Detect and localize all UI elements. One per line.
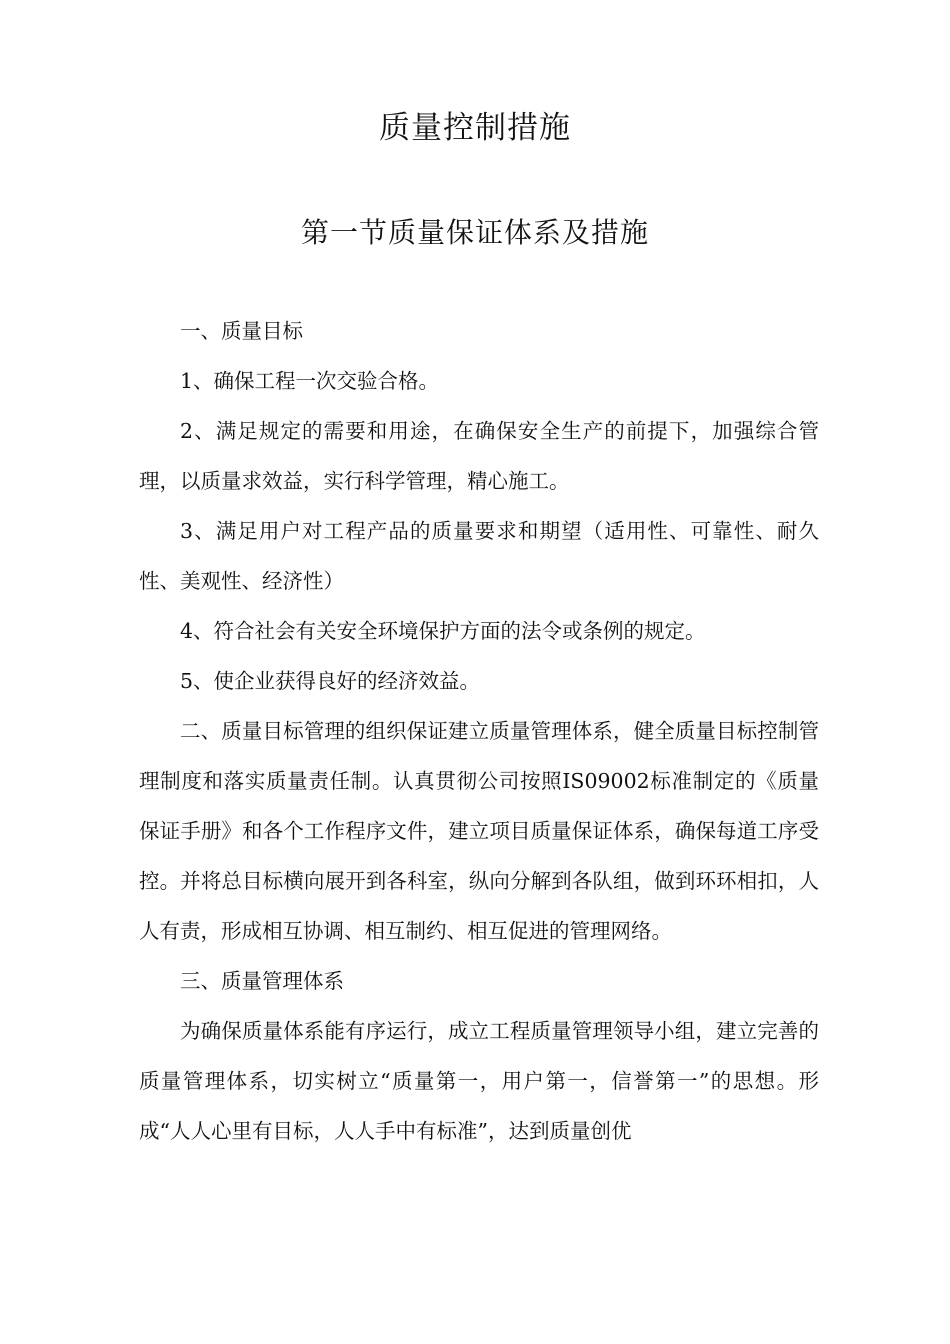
- paragraph-quality-system: 为确保质量体系能有序运行，成立工程质量管理领导小组，建立完善的质量管理体系，切实树立“质量第一，用户第一，信誉第一”的思想。形成“人人心里有目标，人人手中有标准”，达到质量创优: [139, 1019, 819, 1143]
- paragraph-goal-2: 2、满足规定的需要和用途，在确保安全生产的前提下，加强综合管理，以质量求效益，实行科学管理，精心施工。: [139, 419, 819, 493]
- paragraph-organization: 二、质量目标管理的组织保证建立质量管理体系，健全质量目标控制管理制度和落实质量责任制。认真贯彻公司按照IS09002标准制定的《质量保证手册》和各个工作程序文件，建立项目质量保证体系，确保每道工序受控。并将总目标横向展开到各科室，纵向分解到各队组，做到环环相扣，人人有责，形成相互协调、相互制约、相互促进的管理网络。: [139, 719, 819, 943]
- paragraph-goal-3: 3、满足用户对工程产品的质量要求和期望（适用性、可靠性、耐久性、美观性、经济性）: [139, 519, 819, 593]
- paragraph-goal-5: 5、使企业获得良好的经济效益。: [180, 669, 481, 693]
- document-title: 质量控制措施: [379, 110, 571, 146]
- document-body: [139, 306, 819, 1156]
- paragraph-goal-1: 1、确保工程一次交验合格。: [180, 369, 440, 393]
- paragraph-goal-4: 4、符合社会有关安全环境保护方面的法令或条例的规定。: [180, 619, 706, 643]
- heading-quality-system: 三、质量管理体系: [180, 969, 344, 993]
- heading-quality-goals: 一、质量目标: [180, 319, 303, 343]
- section-title: 第一节质量保证体系及措施: [300, 216, 649, 249]
